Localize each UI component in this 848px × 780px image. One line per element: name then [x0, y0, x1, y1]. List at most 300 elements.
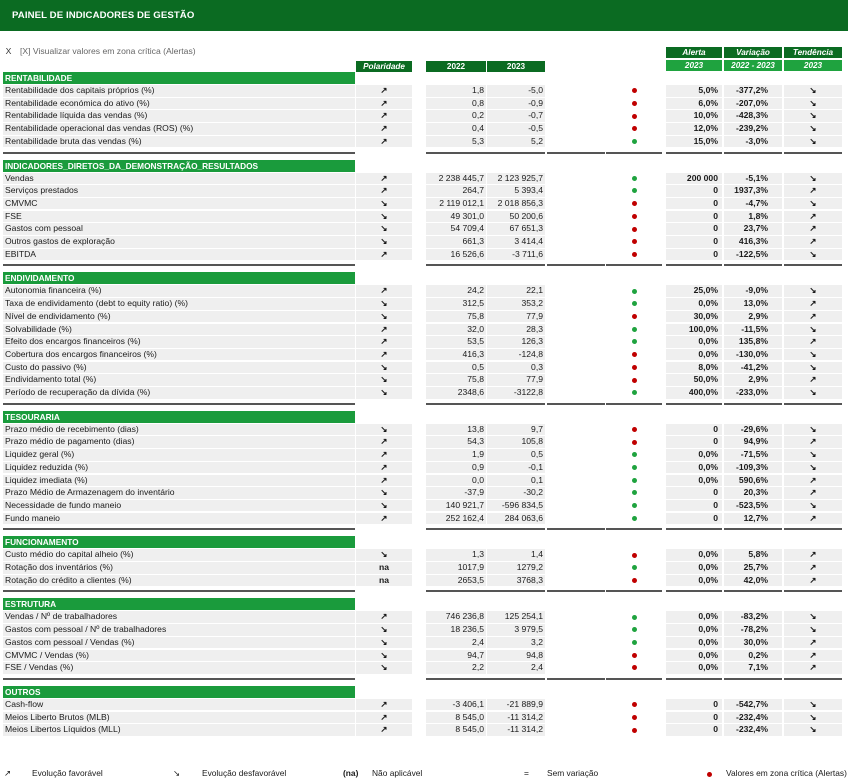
variation-2022-2023: 20,3%: [724, 487, 782, 499]
table-row: [0, 662, 848, 675]
section-divider: [547, 403, 605, 405]
trend-icon: ↗: [784, 475, 842, 487]
polarity-icon: ↗: [356, 173, 412, 185]
value-2023: 77,9: [487, 311, 545, 323]
value-2022: 5,3: [426, 136, 486, 148]
legend-down-icon: ↘: [173, 768, 181, 778]
table-row: [0, 285, 848, 298]
variation-2022-2023: -523,5%: [724, 500, 782, 512]
value-2022: 18 236,5: [426, 624, 486, 636]
value-2023: 3 979,5: [487, 624, 545, 636]
trend-icon: ↘: [784, 249, 842, 261]
section-header: FUNCIONAMENTO: [3, 536, 355, 548]
section-divider: [784, 403, 842, 405]
polarity-icon: ↗: [356, 185, 412, 197]
trend-icon: ↘: [784, 123, 842, 135]
polarity-icon: ↘: [356, 387, 412, 399]
section-divider: [784, 264, 842, 266]
value-2023: 353,2: [487, 298, 545, 310]
status-dot-icon: [606, 387, 662, 399]
alert-2023: 0: [666, 436, 722, 448]
section-divider: [487, 403, 545, 405]
value-2023: 67 651,3: [487, 223, 545, 235]
trend-icon: ↘: [784, 449, 842, 461]
polarity-icon: na: [356, 575, 412, 587]
alert-2023: 0,0%: [666, 575, 722, 587]
indicator-name: Liquidez imediata (%): [3, 475, 355, 487]
trend-icon: ↘: [784, 173, 842, 185]
indicator-name: Nível de endividamento (%): [3, 311, 355, 323]
alert-2023: 0: [666, 211, 722, 223]
section-divider: [606, 403, 662, 405]
page-title: PAINEL DE INDICADORES DE GESTÃO: [12, 10, 195, 21]
section-divider: [666, 152, 722, 154]
header-2022: 2022: [426, 61, 486, 72]
indicator-name: Meios Libertos Líquidos (MLL): [3, 724, 355, 736]
table-row: [0, 624, 848, 637]
trend-icon: ↗: [784, 211, 842, 223]
trend-icon: ↘: [784, 699, 842, 711]
section-divider: [3, 264, 355, 266]
value-2023: 2 123 925,7: [487, 173, 545, 185]
legend-eq-label: Sem variação: [547, 768, 599, 778]
indicator-name: Rentabilidade económica do ativo (%): [3, 98, 355, 110]
header-alerta-sub: 2023: [666, 60, 722, 71]
status-dot-icon: [606, 198, 662, 210]
legend-critical-dot-icon: [707, 769, 712, 779]
polarity-icon: ↗: [356, 712, 412, 724]
polarity-icon: ↗: [356, 611, 412, 623]
table-row: [0, 85, 848, 98]
alert-2023: 6,0%: [666, 98, 722, 110]
trend-icon: ↗: [784, 336, 842, 348]
variation-2022-2023: -4,7%: [724, 198, 782, 210]
trend-icon: ↗: [784, 298, 842, 310]
section-divider: [547, 528, 605, 530]
polarity-icon: ↗: [356, 123, 412, 135]
alert-2023: 0,0%: [666, 637, 722, 649]
value-2022: 2653,5: [426, 575, 486, 587]
table-row: [0, 513, 848, 526]
table-row: [0, 173, 848, 186]
value-2022: 264,7: [426, 185, 486, 197]
section-divider: [606, 590, 662, 592]
variation-2022-2023: -11,5%: [724, 324, 782, 336]
trend-icon: ↗: [784, 562, 842, 574]
variation-2022-2023: -232,4%: [724, 712, 782, 724]
table-row: [0, 298, 848, 311]
table-row: [0, 374, 848, 387]
indicator-name: Vendas / Nº de trabalhadores: [3, 611, 355, 623]
alert-2023: 0,0%: [666, 349, 722, 361]
status-dot-icon: [606, 98, 662, 110]
value-2023: 284 063,6: [487, 513, 545, 525]
table-row: [0, 98, 848, 111]
value-2022: 0,4: [426, 123, 486, 135]
status-dot-icon: [606, 123, 662, 135]
polarity-icon: ↘: [356, 650, 412, 662]
indicator-name: Autonomia financeira (%): [3, 285, 355, 297]
indicator-name: Gastos com pessoal: [3, 223, 355, 235]
value-2023: 2,4: [487, 662, 545, 674]
value-2022: 2,2: [426, 662, 486, 674]
legend-critica-label: Valores em zona crítica (Alertas): [726, 768, 847, 778]
table-row: [0, 637, 848, 650]
table-row: [0, 436, 848, 449]
status-dot-icon: [606, 712, 662, 724]
indicator-name: Cash-flow: [3, 699, 355, 711]
trend-icon: ↘: [784, 349, 842, 361]
alert-2023: 0,0%: [666, 562, 722, 574]
table-row: [0, 198, 848, 211]
section-divider: [606, 678, 662, 680]
trend-icon: ↗: [784, 650, 842, 662]
indicator-name: Prazo médio de recebimento (dias): [3, 424, 355, 436]
polarity-icon: ↘: [356, 236, 412, 248]
indicator-name: FSE / Vendas (%): [3, 662, 355, 674]
variation-2022-2023: -9,0%: [724, 285, 782, 297]
polarity-icon: ↗: [356, 98, 412, 110]
status-dot-icon: [606, 311, 662, 323]
trend-icon: ↘: [784, 362, 842, 374]
variation-2022-2023: -122,5%: [724, 249, 782, 261]
section-header: OUTROS: [3, 686, 355, 698]
toggle-checkbox[interactable]: X: [5, 46, 12, 56]
status-dot-icon: [606, 436, 662, 448]
trend-icon: ↘: [784, 624, 842, 636]
variation-2022-2023: -207,0%: [724, 98, 782, 110]
variation-2022-2023: 42,0%: [724, 575, 782, 587]
section-header: RENTABILIDADE: [3, 72, 355, 84]
section-divider: [487, 264, 545, 266]
legend: [0, 768, 848, 780]
value-2022: 2,4: [426, 637, 486, 649]
variation-2022-2023: -5,1%: [724, 173, 782, 185]
table-row: [0, 449, 848, 462]
value-2022: 94,7: [426, 650, 486, 662]
value-2023: 22,1: [487, 285, 545, 297]
alert-2023: 100,0%: [666, 324, 722, 336]
section-divider: [547, 152, 605, 154]
value-2023: 105,8: [487, 436, 545, 448]
status-dot-icon: [606, 236, 662, 248]
value-2023: 2 018 856,3: [487, 198, 545, 210]
indicator-name: Período de recuperação da dívida (%): [3, 387, 355, 399]
value-2023: 94,8: [487, 650, 545, 662]
indicator-name: CMVMC / Vendas (%): [3, 650, 355, 662]
trend-icon: ↗: [784, 513, 842, 525]
polarity-icon: ↘: [356, 223, 412, 235]
table-row: [0, 487, 848, 500]
alert-2023: 8,0%: [666, 362, 722, 374]
status-dot-icon: [606, 724, 662, 736]
section-divider: [724, 590, 782, 592]
variation-2022-2023: 30,0%: [724, 637, 782, 649]
trend-icon: ↗: [784, 185, 842, 197]
alert-2023: 0,0%: [666, 462, 722, 474]
section-divider: [724, 403, 782, 405]
section-divider: [666, 590, 722, 592]
header-alerta: Alerta: [666, 47, 722, 58]
indicator-name: Vendas: [3, 173, 355, 185]
table-row: [0, 699, 848, 712]
value-2023: 9,7: [487, 424, 545, 436]
header-polaridade: Polaridade: [356, 61, 412, 72]
trend-icon: ↗: [784, 662, 842, 674]
status-dot-icon: [606, 324, 662, 336]
trend-icon: ↘: [784, 724, 842, 736]
status-dot-icon: [606, 487, 662, 499]
status-dot-icon: [606, 624, 662, 636]
polarity-icon: ↗: [356, 249, 412, 261]
table-row: [0, 462, 848, 475]
polarity-icon: ↘: [356, 311, 412, 323]
table-row: [0, 611, 848, 624]
section-divider: [3, 152, 355, 154]
legend-eq-mark: =: [524, 768, 529, 778]
variation-2022-2023: -109,3%: [724, 462, 782, 474]
value-2022: 416,3: [426, 349, 486, 361]
alert-2023: 0,0%: [666, 336, 722, 348]
indicator-name: FSE: [3, 211, 355, 223]
polarity-icon: ↘: [356, 487, 412, 499]
trend-icon: ↘: [784, 387, 842, 399]
alert-2023: 25,0%: [666, 285, 722, 297]
indicator-name: EBITDA: [3, 249, 355, 261]
legend-desfavoravel-label: Evolução desfavorável: [202, 768, 287, 778]
trend-icon: ↗: [784, 549, 842, 561]
indicator-name: Necessidade de fundo maneio: [3, 500, 355, 512]
variation-2022-2023: -71,5%: [724, 449, 782, 461]
status-dot-icon: [606, 136, 662, 148]
trend-icon: ↘: [784, 136, 842, 148]
table-row: [0, 336, 848, 349]
polarity-icon: ↗: [356, 336, 412, 348]
alert-2023: 0: [666, 236, 722, 248]
indicator-name: Fundo maneio: [3, 513, 355, 525]
status-dot-icon: [606, 424, 662, 436]
value-2022: 53,5: [426, 336, 486, 348]
trend-icon: ↗: [784, 311, 842, 323]
alert-2023: 0,0%: [666, 650, 722, 662]
section-divider: [547, 678, 605, 680]
status-dot-icon: [606, 475, 662, 487]
header-tendencia: Tendência: [784, 47, 842, 58]
status-dot-icon: [606, 449, 662, 461]
indicator-name: Rentabilidade operacional das vendas (ROS) (%): [3, 123, 355, 135]
value-2022: 746 236,8: [426, 611, 486, 623]
table-row: [0, 424, 848, 437]
alert-2023: 0: [666, 249, 722, 261]
value-2022: 16 526,6: [426, 249, 486, 261]
trend-icon: ↗: [784, 223, 842, 235]
variation-2022-2023: 7,1%: [724, 662, 782, 674]
section-header: ENDIVIDAMENTO: [3, 272, 355, 284]
value-2022: 49 301,0: [426, 211, 486, 223]
alert-2023: 0,0%: [666, 298, 722, 310]
value-2023: 28,3: [487, 324, 545, 336]
table-row: [0, 136, 848, 149]
alert-2023: 10,0%: [666, 110, 722, 122]
variation-2022-2023: -377,2%: [724, 85, 782, 97]
trend-icon: ↘: [784, 285, 842, 297]
polarity-icon: ↗: [356, 462, 412, 474]
alert-2023: 5,0%: [666, 85, 722, 97]
value-2023: 3768,3: [487, 575, 545, 587]
section-divider: [606, 264, 662, 266]
value-2023: -0,1: [487, 462, 545, 474]
trend-icon: ↘: [784, 611, 842, 623]
table-row: [0, 223, 848, 236]
table-row: [0, 311, 848, 324]
alert-2023: 15,0%: [666, 136, 722, 148]
section-divider: [784, 678, 842, 680]
variation-2022-2023: -130,0%: [724, 349, 782, 361]
polarity-icon: ↘: [356, 624, 412, 636]
value-2022: 252 162,4: [426, 513, 486, 525]
section-divider: [487, 678, 545, 680]
legend-up-icon: ↗: [4, 768, 12, 778]
variation-2022-2023: 2,9%: [724, 311, 782, 323]
header-variacao: Variação: [724, 47, 782, 58]
polarity-icon: ↘: [356, 662, 412, 674]
alert-2023: 50,0%: [666, 374, 722, 386]
polarity-icon: ↗: [356, 436, 412, 448]
section-divider: [487, 590, 545, 592]
table-row: [0, 712, 848, 725]
alert-2023: 12,0%: [666, 123, 722, 135]
value-2022: 0,8: [426, 98, 486, 110]
indicator-name: Prazo Médio de Armazenagem do inventário: [3, 487, 355, 499]
value-2023: 0,1: [487, 475, 545, 487]
status-dot-icon: [606, 185, 662, 197]
value-2023: 5,2: [487, 136, 545, 148]
indicator-name: Serviços prestados: [3, 185, 355, 197]
value-2022: 54 709,4: [426, 223, 486, 235]
table-row: [0, 387, 848, 400]
variation-2022-2023: -542,7%: [724, 699, 782, 711]
indicator-name: Taxa de endividamento (debt to equity ratio) (%): [3, 298, 355, 310]
trend-icon: ↗: [784, 374, 842, 386]
indicator-name: Liquidez geral (%): [3, 449, 355, 461]
table-row: [0, 575, 848, 588]
value-2022: 0,2: [426, 110, 486, 122]
value-2023: -596 834,5: [487, 500, 545, 512]
value-2022: 1017,9: [426, 562, 486, 574]
alert-2023: 0,0%: [666, 475, 722, 487]
polarity-icon: ↘: [356, 298, 412, 310]
polarity-icon: ↗: [356, 285, 412, 297]
section-divider: [724, 152, 782, 154]
status-dot-icon: [606, 173, 662, 185]
table-row: [0, 650, 848, 663]
polarity-icon: ↗: [356, 513, 412, 525]
alert-2023: 0: [666, 500, 722, 512]
section-divider: [487, 152, 545, 154]
section-header: ESTRUTURA: [3, 598, 355, 610]
alert-2023: 0: [666, 487, 722, 499]
section-divider: [784, 152, 842, 154]
status-dot-icon: [606, 611, 662, 623]
status-dot-icon: [606, 298, 662, 310]
value-2023: -3 711,6: [487, 249, 545, 261]
legend-favoravel-label: Evolução favorável: [32, 768, 103, 778]
trend-icon: ↘: [784, 712, 842, 724]
polarity-icon: ↘: [356, 424, 412, 436]
trend-icon: ↗: [784, 436, 842, 448]
value-2022: 0,0: [426, 475, 486, 487]
section-divider: [606, 152, 662, 154]
section-divider: [666, 528, 722, 530]
indicator-name: Cobertura dos encargos financeiros (%): [3, 349, 355, 361]
variation-2022-2023: -232,4%: [724, 724, 782, 736]
indicator-name: Meios Liberto Brutos (MLB): [3, 712, 355, 724]
status-dot-icon: [606, 85, 662, 97]
value-2023: 3 414,4: [487, 236, 545, 248]
indicator-name: Prazo médio de pagamento (dias): [3, 436, 355, 448]
value-2022: 1,8: [426, 85, 486, 97]
value-2023: -3122,8: [487, 387, 545, 399]
value-2022: 75,8: [426, 311, 486, 323]
section-divider: [724, 678, 782, 680]
variation-2022-2023: 0,2%: [724, 650, 782, 662]
alert-2023: 400,0%: [666, 387, 722, 399]
section-divider: [547, 590, 605, 592]
status-dot-icon: [606, 637, 662, 649]
status-dot-icon: [606, 575, 662, 587]
indicator-name: Rentabilidade bruta das vendas (%): [3, 136, 355, 148]
variation-2022-2023: 12,7%: [724, 513, 782, 525]
value-2023: -5,0: [487, 85, 545, 97]
variation-2022-2023: 590,6%: [724, 475, 782, 487]
value-2022: 312,5: [426, 298, 486, 310]
value-2022: 8 545,0: [426, 724, 486, 736]
polarity-icon: ↗: [356, 324, 412, 336]
toggle-label: [X] Visualizar valores em zona crítica (Alertas): [20, 46, 196, 56]
status-dot-icon: [606, 110, 662, 122]
value-2023: -0,9: [487, 98, 545, 110]
polarity-icon: ↘: [356, 500, 412, 512]
value-2022: 54,3: [426, 436, 486, 448]
table-row: [0, 475, 848, 488]
legend-na-label: Não aplicável: [372, 768, 423, 778]
variation-2022-2023: -41,2%: [724, 362, 782, 374]
value-2023: 0,5: [487, 449, 545, 461]
alert-2023: 0,0%: [666, 662, 722, 674]
indicator-name: Rentabilidade líquida das vendas (%): [3, 110, 355, 122]
legend-na-mark: (na): [343, 768, 359, 778]
status-dot-icon: [606, 223, 662, 235]
value-2023: -21 889,9: [487, 699, 545, 711]
polarity-icon: ↘: [356, 637, 412, 649]
alert-2023: 0: [666, 712, 722, 724]
value-2023: -30,2: [487, 487, 545, 499]
indicator-name: Endividamento total (%): [3, 374, 355, 386]
status-dot-icon: [606, 249, 662, 261]
alert-2023: 0: [666, 699, 722, 711]
table-row: [0, 211, 848, 224]
variation-2022-2023: -233,0%: [724, 387, 782, 399]
section-divider: [666, 678, 722, 680]
alert-2023: 0: [666, 223, 722, 235]
alert-2023: 0: [666, 185, 722, 197]
section-divider: [724, 528, 782, 530]
table-row: [0, 362, 848, 375]
value-2023: 126,3: [487, 336, 545, 348]
polarity-icon: ↗: [356, 449, 412, 461]
indicator-name: Solvabilidade (%): [3, 324, 355, 336]
status-dot-icon: [606, 699, 662, 711]
